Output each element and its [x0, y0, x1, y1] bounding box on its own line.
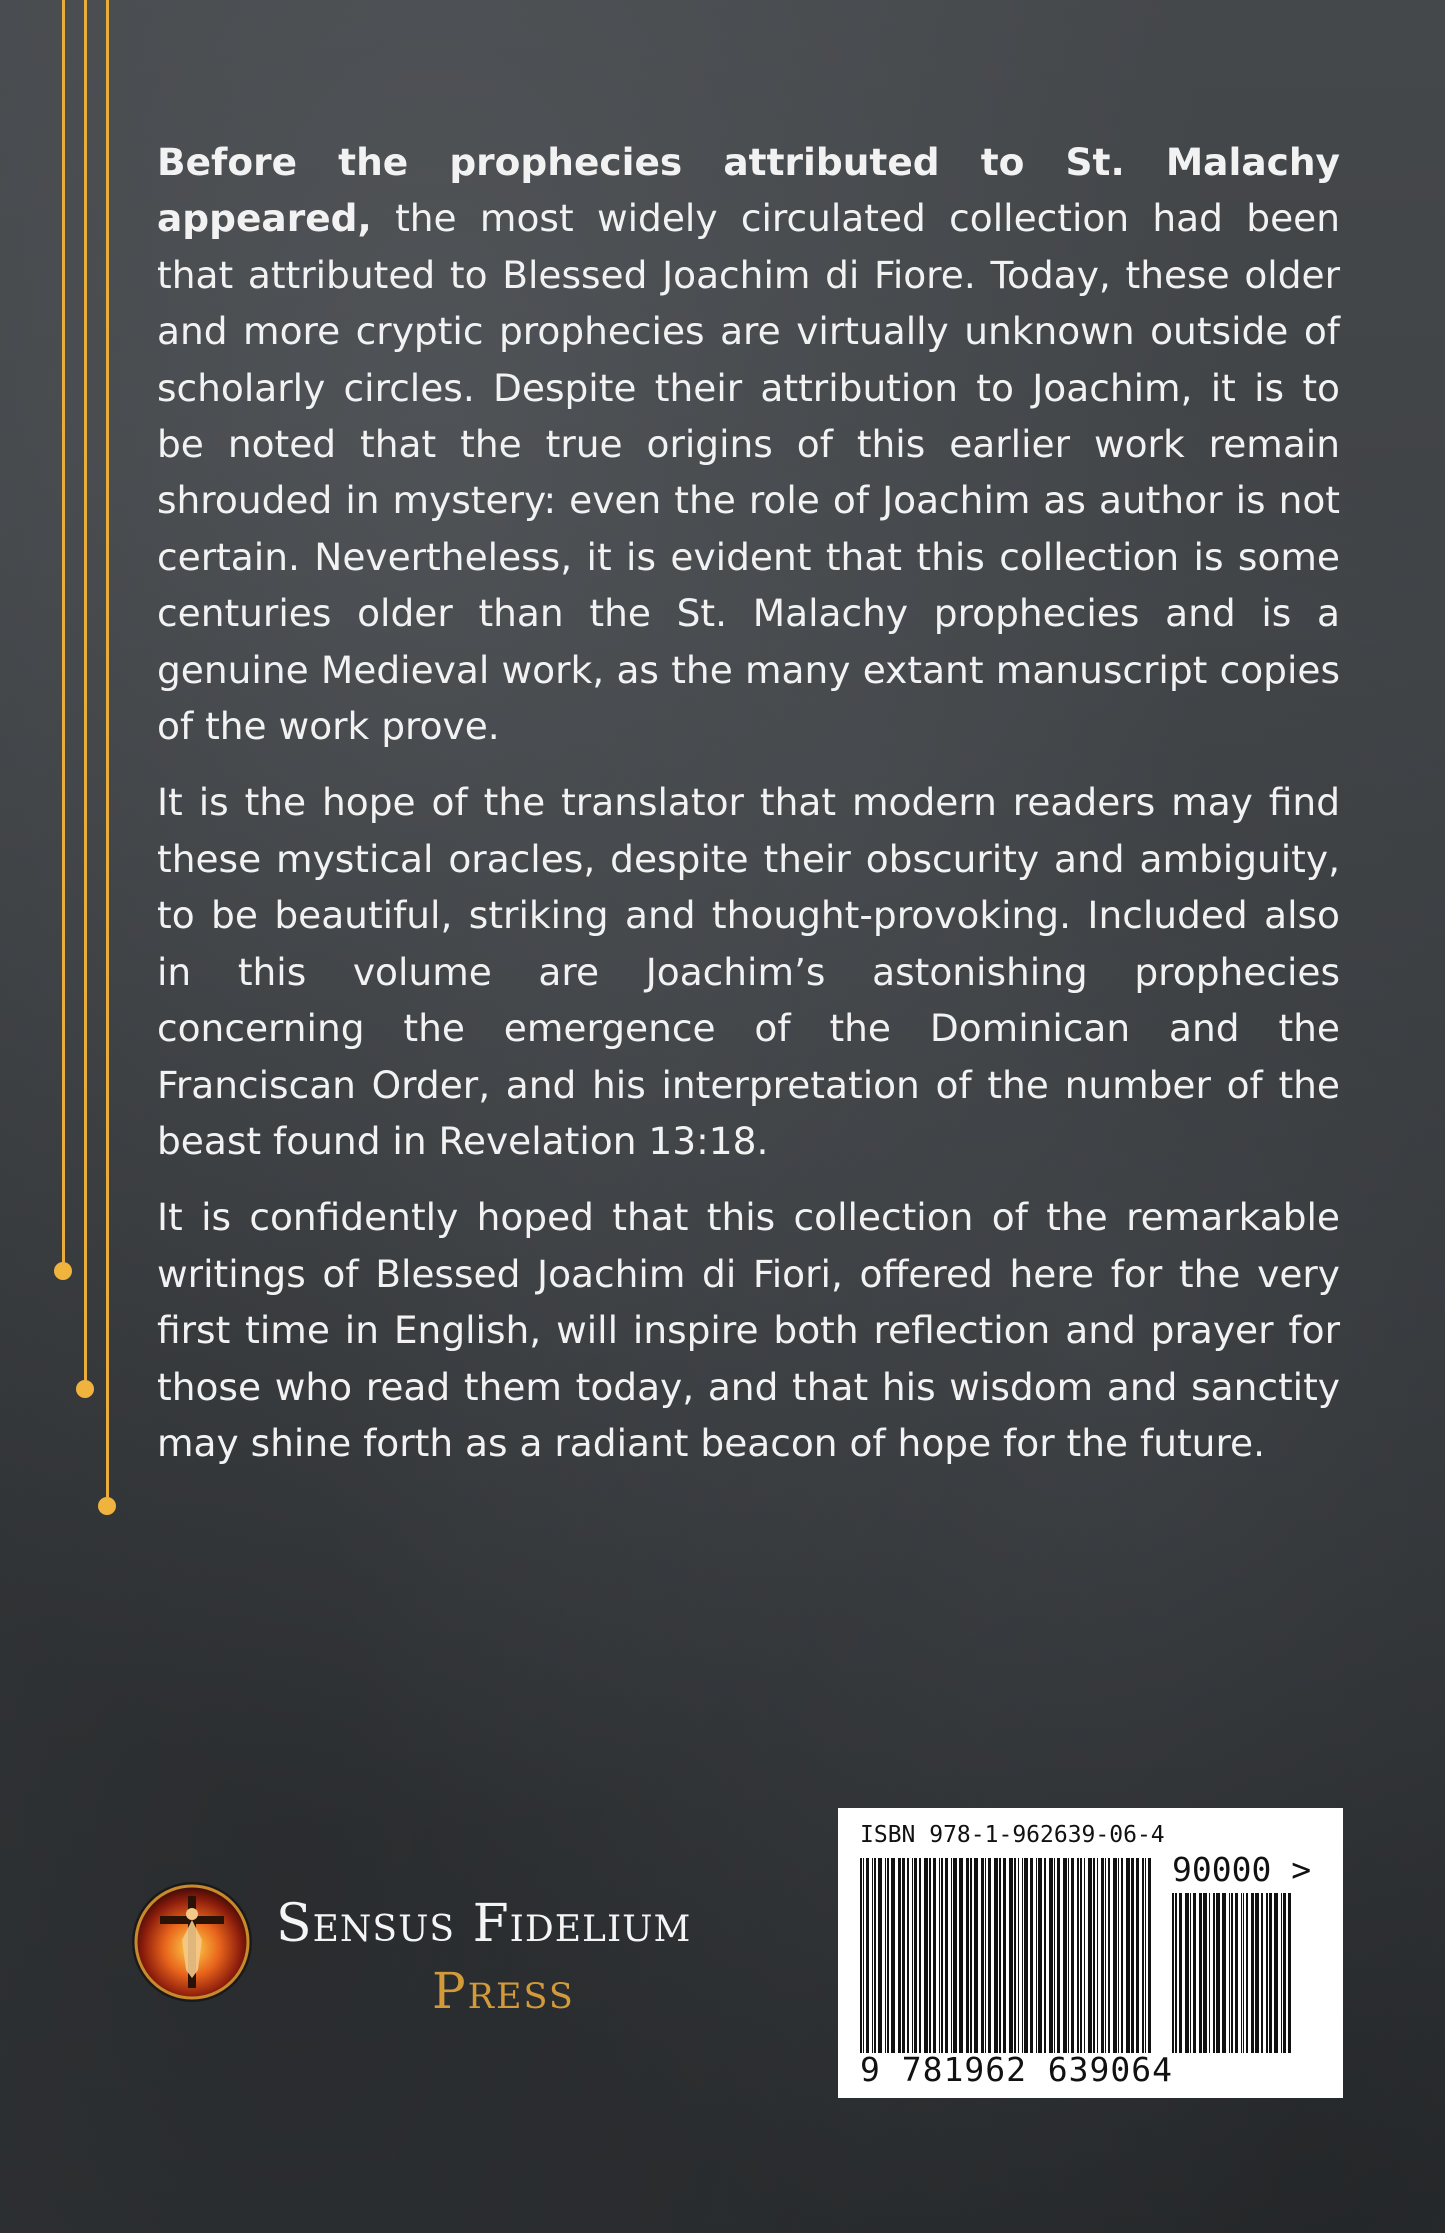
- barcode-bar: [863, 1858, 864, 2053]
- barcode-bar: [945, 1858, 948, 2053]
- barcode-bar: [887, 1858, 889, 2053]
- barcode-bar: [1068, 1858, 1069, 2053]
- barcode-bar: [1030, 1858, 1033, 2053]
- barcode-bar: [919, 1858, 921, 2053]
- barcode-bar: [1097, 1858, 1098, 2053]
- barcode-bar: [1243, 1893, 1244, 2053]
- barcode-bar: [1269, 1893, 1272, 2053]
- barcode-bar: [1131, 1858, 1134, 2053]
- barcode-bar: [933, 1858, 936, 2053]
- barcode-bar: [1172, 1893, 1174, 2053]
- barcode-bar: [988, 1858, 991, 2053]
- barcode-bar: [866, 1858, 869, 2053]
- barcode-bar: [924, 1858, 928, 2053]
- barcode-bar: [1209, 1893, 1210, 2053]
- barcode-bar: [1231, 1893, 1233, 2053]
- barcode-bar: [878, 1858, 882, 2053]
- barcode-bar: [1193, 1893, 1196, 2053]
- barcode-bar: [1216, 1893, 1220, 2053]
- barcode-bar: [1084, 1858, 1085, 2053]
- gold-ornament-dot: [76, 1380, 94, 1398]
- blurb-paragraph: It is confidently hoped that this collection of the remarkable writings of Blessed Joachim di Fiori, offered here for the very first time in English, will inspire both reflection and prayer for those who read them today, and that his wisdom and sanctity may shine forth as a radiant beacon of hope for the future.: [157, 1195, 1340, 1465]
- barcode-bar: [959, 1858, 963, 2053]
- barcode-bar: [912, 1858, 913, 2053]
- barcode-bar: [1142, 1858, 1144, 2053]
- barcode-bar: [994, 1858, 998, 2053]
- barcode-bar: [1105, 1858, 1106, 2053]
- barcode-bar: [1044, 1858, 1046, 2053]
- blurb-paragraph: It is the hope of the translator that modern readers may find these mystical oracles, despite their obscurity and ambiguity, to be beautiful, striking and thought-provoking. Included also in this volume are Joachim’s astonishing prophecies concerning the emergence of the Dominican and the Franciscan Order, and his interpretation of the number of the beast found in Revelation 13:18.: [157, 780, 1340, 1163]
- barcode-bar: [1088, 1858, 1092, 2053]
- barcode-bar: [1118, 1858, 1119, 2053]
- barcode-bar: [1145, 1858, 1146, 2053]
- barcode-bar: [1071, 1858, 1074, 2053]
- barcode-bar: [1261, 1893, 1263, 2053]
- barcode-bar: [1175, 1893, 1177, 2053]
- gold-ornament-line: [84, 0, 87, 1380]
- barcode-bar: [891, 1858, 895, 2053]
- blurb-body: the most widely circulated collection had been that attributed to Blessed Joachim di Fiore. Today, these older and more cryptic prophecies are virtually unknown outside of scholarly circles. Despite their attribution to Joachim, it is to be noted that the true origins of this earlier work remain shrouded in mystery: even the role of Joachim as author is not certain. Nevertheless, it is evident that this collection is some centuries older than the St. Malachy prophecies and is a genuine Medieval work, as the many extant manuscript copies of the work prove.: [157, 196, 1340, 749]
- barcode-bar: [999, 1858, 1001, 2053]
- gold-ornament-dot: [54, 1262, 72, 1280]
- barcode-bar: [1036, 1858, 1037, 2053]
- barcode-bar: [941, 1858, 943, 2053]
- barcode-bar: [1014, 1858, 1016, 2053]
- barcode-bar: [1136, 1858, 1139, 2053]
- barcode-bar: [1077, 1858, 1079, 2053]
- barcode-bar: [1213, 1893, 1215, 2053]
- barcode-bar: [1093, 1858, 1095, 2053]
- barcode-bar: [1113, 1858, 1117, 2053]
- barcode-bar: [914, 1858, 917, 2053]
- barcode-bar: [939, 1858, 940, 2053]
- barcode-bar: [907, 1858, 909, 2053]
- blurb-text: [157, 134, 1340, 1491]
- barcode-bar: [974, 1858, 978, 2053]
- blurb-lead: Before the prophecies attributed to St. Malachy appeared,: [157, 140, 1340, 241]
- barcode-bar: [1121, 1858, 1123, 2053]
- blurb-paragraph: [157, 134, 1340, 754]
- addon-digits: 90000 >: [1172, 1850, 1312, 1889]
- barcode-bar: [1108, 1858, 1110, 2053]
- crucifix-seal-icon: [130, 1880, 254, 2004]
- barcode-bar: [951, 1858, 952, 2053]
- barcode-bar: [902, 1858, 905, 2053]
- barcode-bar: [1246, 1893, 1248, 2053]
- barcode-bar: [874, 1858, 876, 2053]
- barcode-bar: [1235, 1893, 1238, 2053]
- barcode-bar: [1009, 1858, 1013, 2053]
- ean-digits: 9 781962 639064: [860, 2050, 1174, 2089]
- barcode-bar: [1038, 1858, 1042, 2053]
- gold-ornament-line: [106, 0, 109, 1497]
- barcode-bar: [985, 1858, 986, 2053]
- isbn-label: ISBN 978-1-962639-06-4: [860, 1822, 1165, 1848]
- barcode-bar: [1190, 1893, 1191, 2053]
- barcode-bar: [1003, 1858, 1006, 2053]
- addon-barcode-bars: [1172, 1893, 1297, 2053]
- barcode-bar: [872, 1858, 873, 2053]
- barcode-bar: [1185, 1893, 1189, 2053]
- barcode-bar: [1080, 1858, 1082, 2053]
- barcode-bar: [1222, 1893, 1226, 2053]
- barcode-bar: [1255, 1893, 1259, 2053]
- barcode-bar: [898, 1858, 901, 2053]
- barcode-bar: [1229, 1893, 1230, 2053]
- barcode-bar: [1101, 1858, 1104, 2053]
- ean-barcode-bars: [860, 1858, 1155, 2053]
- barcode-bar: [1251, 1893, 1254, 2053]
- barcode-bar: [1266, 1893, 1268, 2053]
- barcode-bar: [1199, 1893, 1202, 2053]
- barcode-bar: [1241, 1893, 1242, 2053]
- barcode-bar: [966, 1858, 969, 2053]
- gold-ornament-dot: [98, 1497, 116, 1515]
- publisher-name: Sensus Fidelium: [276, 1894, 692, 1954]
- barcode-bar: [1063, 1858, 1067, 2053]
- barcode-bar: [860, 1858, 862, 2053]
- barcode-bar: [1148, 1858, 1151, 2053]
- barcode-bar: [929, 1858, 931, 2053]
- barcode-bar: [1057, 1858, 1060, 2053]
- barcode-bar: [1288, 1893, 1291, 2053]
- barcode-bar: [1179, 1893, 1182, 2053]
- barcode-bar: [1281, 1893, 1282, 2053]
- isbn-barcode: [838, 1808, 1343, 2098]
- barcode-bar: [1203, 1893, 1207, 2053]
- barcode-bar: [1283, 1893, 1286, 2053]
- publisher-imprint: Press: [432, 1962, 575, 2020]
- barcode-bar: [953, 1858, 957, 2053]
- barcode-bar: [1274, 1893, 1278, 2053]
- gold-ornament-line: [62, 0, 65, 1262]
- barcode-bar: [981, 1858, 984, 2053]
- barcode-bar: [1022, 1858, 1023, 2053]
- barcode-bar: [970, 1858, 972, 2053]
- barcode-bar: [1018, 1858, 1019, 2053]
- barcode-bar: [1049, 1858, 1053, 2053]
- barcode-bar: [885, 1858, 886, 2053]
- barcode-bar: [1054, 1858, 1055, 2053]
- barcode-bar: [1024, 1858, 1028, 2053]
- barcode-bar: [1126, 1858, 1130, 2053]
- publisher-logo: [130, 1880, 780, 2040]
